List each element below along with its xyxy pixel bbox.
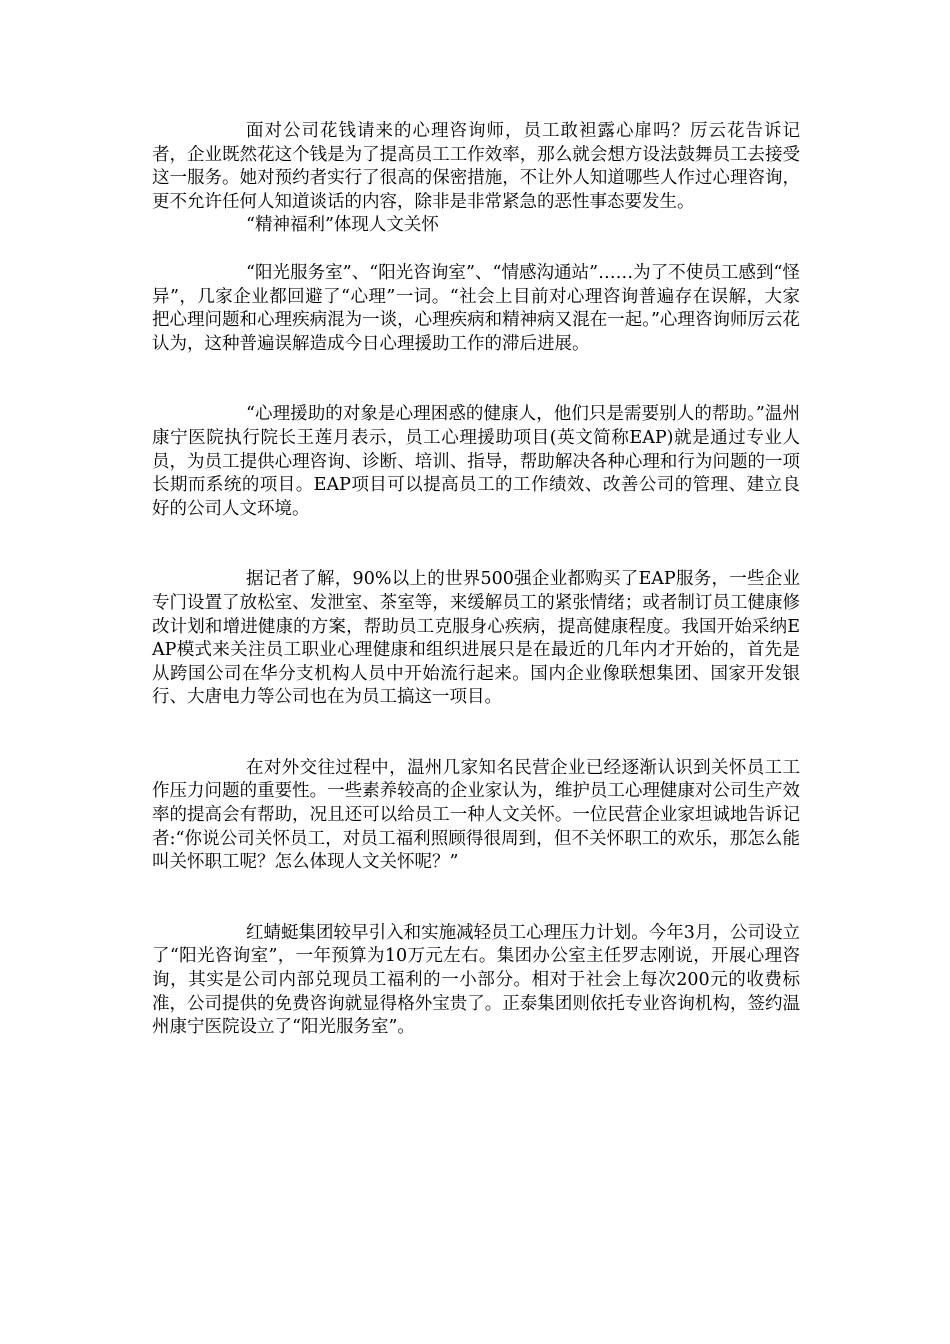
paragraph-naming: “阳光服务室”、“阳光咨询室”、“情感沟通站”……为了不使员工感到“怪异”，几家企业都回避了“心理”一词。“社会上目前对心理咨询普遍存在误解，大家把心理问题和心理疾病混为一谈，心理疾病和精神病又混在一起。”心理咨询师厉云花认为，这种普遍误解造成今日心理援助工作的滞后进展。 <box>152 262 800 354</box>
paragraph-company-examples: 红蜻蜓集团较早引入和实施减轻员工心理压力计划。今年3月，公司设立了“阳光咨询室”，一年预算为10万元左右。集团办公室主任罗志刚说，开展心理咨询，其实是公司内部兑现员工福利的一小部分。相对于社会上每次200元的收费标准，公司提供的免费咨询就显得格外宝贵了。正泰集团则依托专业咨询机构，签约温州康宁医院设立了“阳光服务室”。 <box>152 922 800 1038</box>
paragraph-entrepreneur-view: 在对外交往过程中，温州几家知名民营企业已经逐渐认识到关怀员工工作压力问题的重要性。一些素养较高的企业家认为，维护员工心理健康对公司生产效率的提高会有帮助，况且还可以给员工一种人文关怀。一位民营企业家坦诚地告诉记者:“你说公司关怀员工，对员工福利照顾得很周到，但不关怀职工的欢乐，那怎么能叫关怀职工呢？怎么体现人文关怀呢？” <box>152 757 800 873</box>
section-heading: “精神福利”体现人文关怀 <box>246 215 439 236</box>
paragraph-confidentiality: 面对公司花钱请来的心理咨询师，员工敢袒露心扉吗？厉云花告诉记者，企业既然花这个钱是为了提高员工工作效率，那么就会想方设法鼓舞员工去接受这一服务。她对预约者实行了很高的保密措施，不让外人知道哪些人作过心理咨询，更不允许任何人知道谈话的内容，除非是非常紧急的恶性事态要发生。 <box>152 121 800 212</box>
paragraph-eap-definition: “心理援助的对象是心理困惑的健康人，他们只是需要别人的帮助。”温州康宁医院执行院长王莲月表示，员工心理援助项目(英文简称EAP)就是通过专业人员，为员工提供心理咨询、诊断、培训、指导，帮助解决各种心理和行为问题的一项长期而系统的项目。EAP项目可以提高员工的工作绩效、改善公司的管理、建立良好的公司人文环境。 <box>152 404 800 519</box>
paragraph-eap-adoption: 据记者了解，90%以上的世界500强企业都购买了EAP服务，一些企业专门设置了放松室、发泄室、茶室等，来缓解员工的紧张情绪；或者制订员工健康修改计划和增进健康的方案，帮助员工克服身心疾病，提高健康程度。我国开始采纳EAP模式来关注员工职业心理健康和组织进展只是在最近的几年内才开始的，首先是从跨国公司在华分支机构人员中开始流行起来。国内企业像联想集团、国家开发银行、大唐电力等公司也在为员工搞这一项目。 <box>152 569 800 708</box>
article-body <box>152 120 800 1040</box>
